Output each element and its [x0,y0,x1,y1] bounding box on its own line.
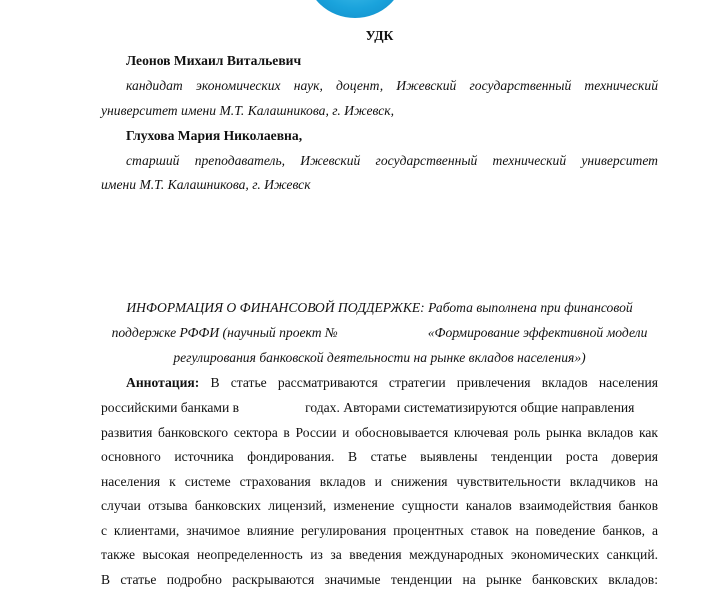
abstract-line2 [101,399,658,416]
author-name-2: Глухова Мария Николаевна, [126,128,303,143]
funding-line2-end: «Формирование эффективной модели [427,325,648,340]
abstract-line1 [101,374,658,391]
author-affiliation-2-line2: имени М.Т. Калашникова, г. Ижевск [101,177,311,192]
author-affiliation-1-line2: университет имени М.Т. Калашникова, г. Ижевск, [101,103,394,118]
abstract-line5: населения к системе страхования вкладов и снижения чувствительности вкладчиков на [101,474,658,489]
funding-line1: ИНФОРМАЦИЯ О ФИНАНСОВОЙ ПОДДЕРЖКЕ: Работа выполнена при финансовой [126,300,633,315]
udk-label: УДК [365,28,394,43]
abstract-line2-end: годах. Авторами систематизируются общие направления [305,400,635,415]
abstract-line4: основного источника фондирования. В статье выявлены тенденции роста доверия [101,449,658,464]
abstract-line8: также высокая неопределенность из за введения международных экономических санкций. [101,547,658,562]
funding-line2 [101,324,658,341]
abstract-line7: с клиентами, значимое влияние регулирования процентных ставок на поведение банков, а [101,523,658,538]
funding-line3: регулирования банковской деятельности на рынке вкладов населения») [173,350,586,365]
abstract-line2-start: российскими банками в [101,400,240,415]
abstract-line1-text: В статье рассматриваются стратегии привлечения вкладов населения [210,375,658,390]
author-affiliation-2-line1: старший преподаватель, Ижевский государственный технический университет [126,153,658,168]
abstract-label: Аннотация: [126,375,200,390]
author-name-1: Леонов Михаил Витальевич [126,53,302,68]
author-affiliation-1-line1: кандидат экономических наук, доцент, Ижевский государственный технический [126,78,658,93]
abstract-line9: В статье подробно раскрываются значимые тенденции на рынке банковских вкладов: [101,572,658,587]
funding-line2-start: поддержке РФФИ (научный проект № [111,325,338,340]
abstract-line3: развития банковского сектора в России и обосновывается ключевая роль рынка вкладов как [101,425,658,440]
abstract-line6: случаи отзыва банковских лицензий, изменение сущности каналов взаимодействия банков [101,498,658,513]
journal-logo [306,0,404,18]
